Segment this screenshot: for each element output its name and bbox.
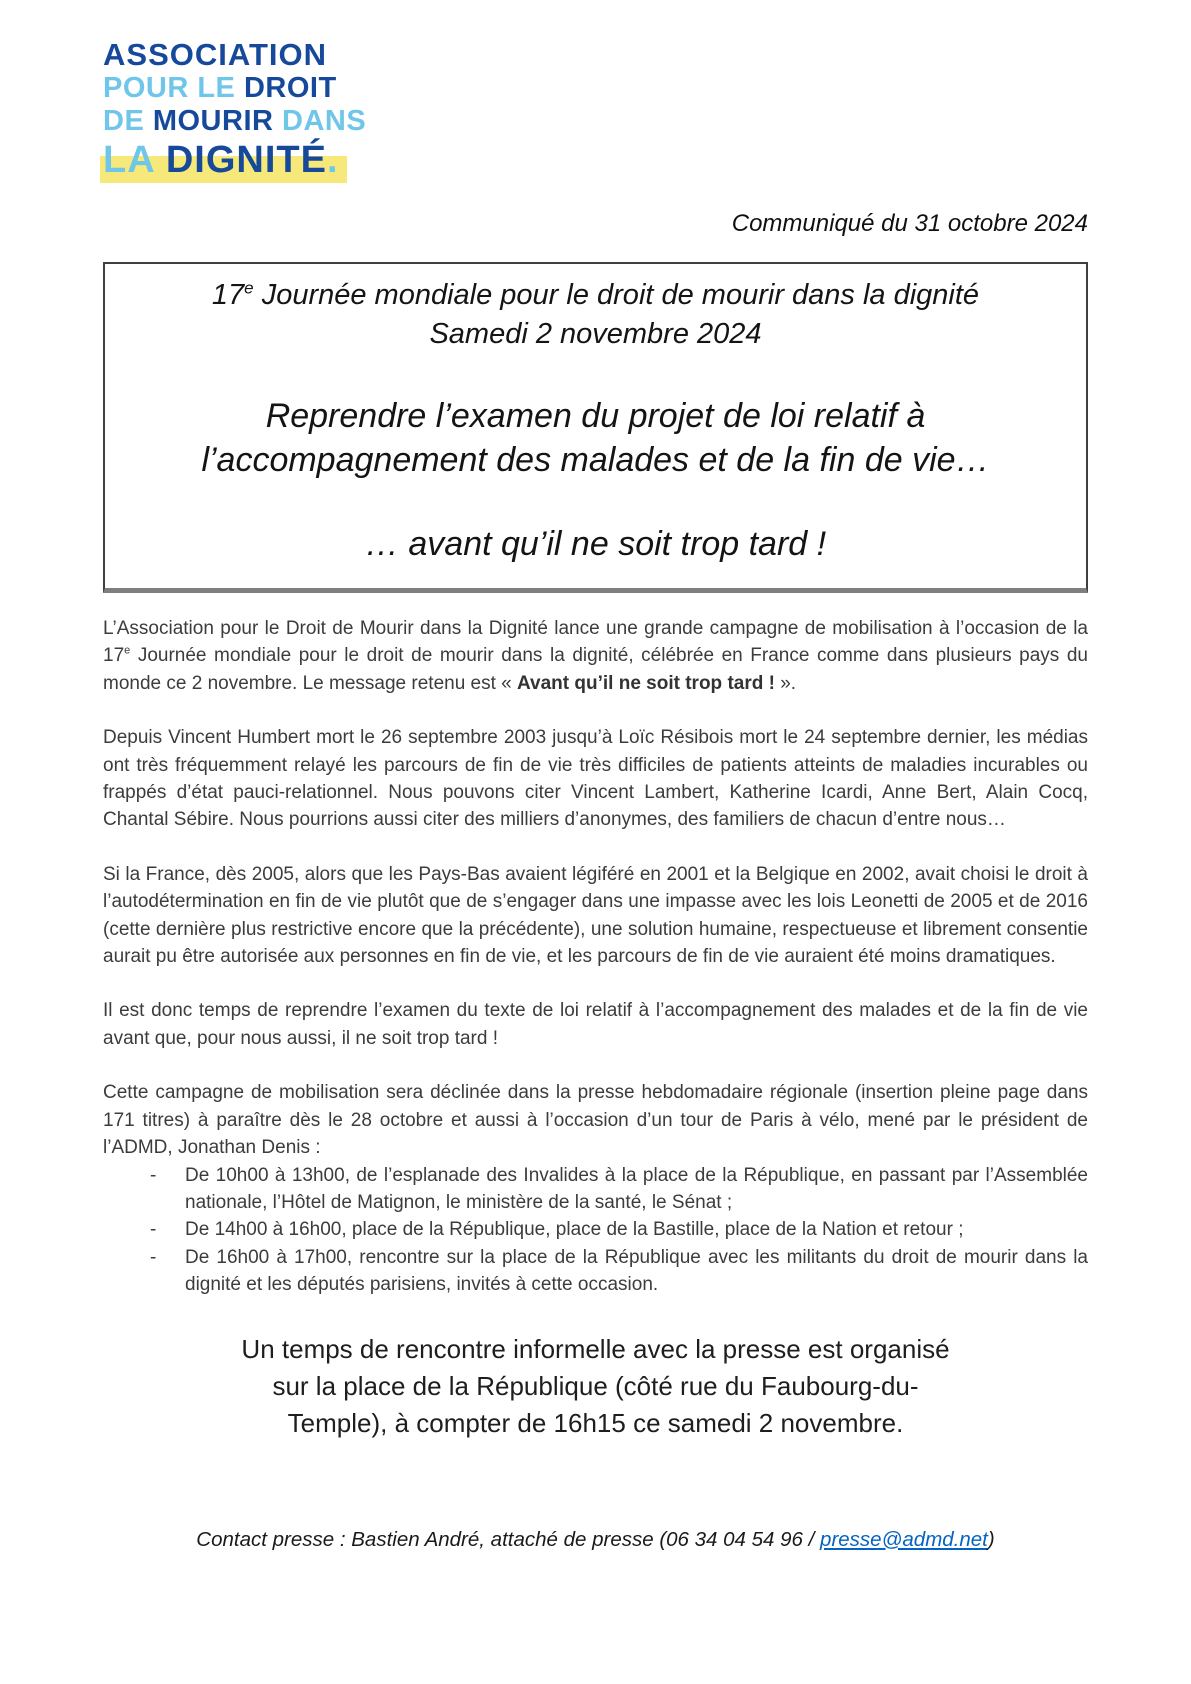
logo-line-1 (103, 38, 1088, 72)
dash-marker: - (150, 1164, 157, 1186)
slogan-bold: Avant qu’il ne soit trop tard ! (517, 672, 775, 694)
list-item (103, 1244, 1088, 1299)
logo-text: DROIT (243, 72, 337, 104)
title-line-1 (133, 276, 1058, 315)
schedule-list (103, 1162, 1088, 1299)
dash-marker: - (150, 1219, 157, 1241)
intro-text: Journée mondiale pour le droit de mourir dans la dignité, célébrée en France comme dans plusieurs pays du monde ce 2 novembre. Le message retenu est « (103, 645, 1088, 694)
press-meeting-line-2: sur la place de la République (côté rue du Faubourg-du- (272, 1370, 919, 1401)
press-meeting-announcement (103, 1331, 1088, 1442)
title-main-line-1: Reprendre l’examen du projet de loi relatif à (265, 397, 926, 435)
admd-logo (103, 38, 1088, 180)
title-number: 17 (211, 279, 245, 311)
logo-text: MOURIR (152, 105, 283, 137)
title-main (133, 394, 1058, 482)
logo-line-4 (103, 140, 339, 180)
dateline: Communiqué du 31 octobre 2024 (731, 210, 1088, 237)
contact-text: Contact presse : Bastien André, attaché de presse (06 34 04 54 96 / (196, 1527, 821, 1551)
email-link[interactable]: presse@admd.net (820, 1527, 988, 1551)
logo-text: POUR LE (103, 72, 244, 104)
list-item-text: De 10h00 à 13h00, de l’esplanade des Invalides à la place de la République, en passant par l’Assemblée nationale, l’Hôtel de Matignon, le ministère de la santé, le Sénat ; (185, 1164, 1088, 1213)
ordinal-sup: e (124, 645, 131, 658)
title-rest: Journée mondiale pour le droit de mourir dans la dignité (253, 279, 980, 311)
title-tagline: … avant qu’il ne soit trop tard ! (364, 525, 827, 563)
paragraph-history: Depuis Vincent Humbert mort le 26 septembre 2003 jusqu’à Loïc Résibois mort le 24 septembre dernier, les médias ont très fréquemment relayé les parcours de fin de vie très difficiles de patients atteints de maladies incurables ou frappés d’état pauci-relationnel. Nous pouvons citer Vincent Lambert, Katherine Icardi, Anne Bert, Alain Cocq, Chantal Sébire. Nous pourrions aussi citer des milliers d’anonymes, des familiers de chacun d’entre nous… (103, 727, 1088, 831)
logo-text: DANS (282, 105, 367, 137)
press-contact-line (103, 1528, 1088, 1552)
paragraph-call: Il est donc temps de reprendre l’examen du texte de loi relatif à l’accompagnement des malades et de la fin de vie avant que, pour nous aussi, il ne soit trop tard ! (103, 1000, 1088, 1049)
list-item-text: De 14h00 à 16h00, place de la République, place de la Bastille, place de la Nation et retour ; (185, 1219, 964, 1241)
paragraph-intro (103, 615, 1088, 697)
intro-text: L’Association pour le Droit de Mourir dans la Dignité lance une grande campagne de mobilisation à l’occasion de la 17 (103, 618, 1088, 667)
title-main-line-2: l’accompagnement des malades et de la fin de vie… (201, 441, 990, 479)
body-copy (103, 615, 1088, 1552)
logo-line-2 (103, 72, 1088, 105)
logo-text: . (326, 139, 339, 181)
logo-text: DE (103, 105, 153, 137)
dash-marker: - (150, 1246, 157, 1268)
title-ordinal-sup: e (244, 278, 254, 298)
press-meeting-line-3: Temple), à compter de 16h15 ce samedi 2 novembre. (287, 1407, 904, 1438)
press-meeting-line-1: Un temps de rencontre informelle avec la presse est organisé (241, 1333, 950, 1364)
list-item (103, 1162, 1088, 1217)
logo-line-3 (103, 105, 1088, 138)
logo-text: ASSOCIATION (103, 37, 327, 72)
title-line-2: Samedi 2 novembre 2024 (429, 318, 762, 350)
contact-text: ) (987, 1527, 995, 1551)
title-box (103, 262, 1088, 593)
intro-text: ». (774, 672, 797, 694)
list-item (103, 1216, 1088, 1243)
logo-text: LA (103, 139, 166, 181)
paragraph-comparison: Si la France, dès 2005, alors que les Pays-Bas avaient légiféré en 2001 et la Belgique en 2002, avait choisi le droit à l’autodétermination en fin de vie plutôt que de s’engager dans une impasse avec les lois Leonetti de 2005 et de 2016 (cette dernière plus restrictive encore que la précédente), une solution humaine, respectueuse et librement consentie aurait pu être autorisée aux personnes en fin de vie, et les parcours de fin de vie auraient été moins dramatiques. (103, 863, 1088, 968)
list-item-text: De 16h00 à 17h00, rencontre sur la place de la République avec les militants du droit de mourir dans la dignité et les députés parisiens, invités à cette occasion. (185, 1246, 1088, 1296)
logo-text: DIGNITÉ (165, 139, 327, 181)
paragraph-campaign: Cette campagne de mobilisation sera déclinée dans la presse hebdomadaire régionale (insertion pleine page dans 171 titres) à paraître dès le 28 octobre et aussi à l’occasion d’un tour de Paris à vélo, mené par le président de l’ADMD, Jonathan Denis : (103, 1082, 1088, 1159)
